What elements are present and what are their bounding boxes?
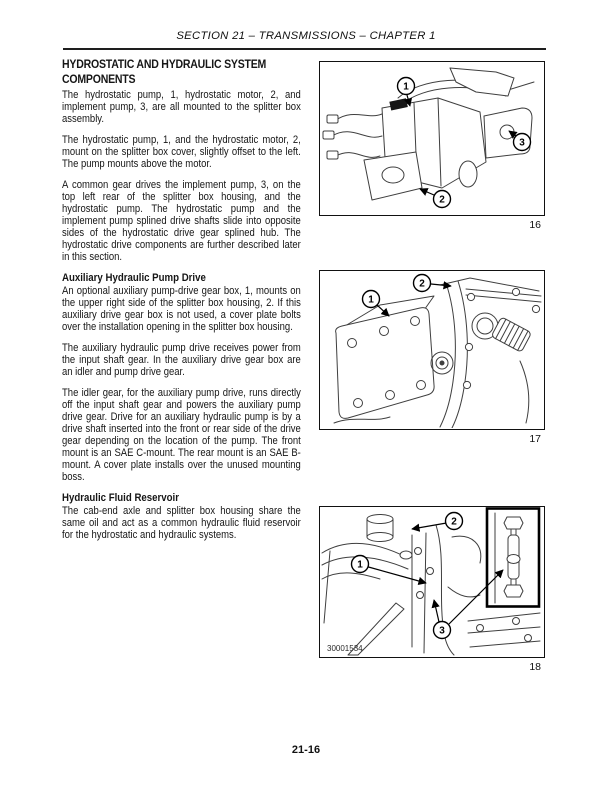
callout-2-label: 2 — [451, 516, 457, 528]
callout-2-label: 2 — [419, 278, 425, 290]
figure-18-illustration — [320, 507, 543, 656]
callout-1-label: 1 — [357, 559, 363, 571]
callout-2-arrow — [412, 523, 447, 529]
paragraph: An optional auxiliary pump-drive gear box, 1, mounts on the upper right side of the splitter box housing, 2. If this auxiliary drive gear box is not used, a cover plate bolts over the installation opening in the splitter box housing. — [62, 285, 301, 333]
page-header-title: SECTION 21 – TRANSMISSIONS – CHAPTER 1 — [176, 30, 436, 42]
paragraph: The hydrostatic pump, 1, and the hydrostatic motor, 2, mount on the splitter box cover, slightly offset to the left. The pump mounts above the motor. — [62, 134, 301, 170]
figure-16-illustration — [320, 62, 543, 214]
callout-2-arrow — [420, 189, 434, 195]
section-heading-hydrostatic-components: HYDROSTATIC AND HYDRAULIC SYSTEM COMPONENTS — [62, 57, 267, 86]
callout-1-label: 1 — [368, 294, 374, 306]
page-header-rule — [63, 48, 546, 50]
figure-16-number: 16 — [529, 219, 541, 231]
callout-3-label: 3 — [519, 137, 525, 149]
paragraph: The cab-end axle and splitter box housing share the same oil and act as a common hydraulic fluid reservoir for the hydrostatic and hydraulic systems. — [62, 505, 301, 541]
paragraph: The hydrostatic pump, 1, hydrostatic motor, 2, and implement pump, 3, are all mounted to the splitter box assembly. — [62, 89, 301, 125]
figure-16 — [319, 61, 545, 231]
footer-page-number: 21-16 — [291, 744, 321, 756]
section-heading-fluid-reservoir: Hydraulic Fluid Reservoir — [62, 492, 180, 504]
paragraph: The auxiliary hydraulic pump drive receives power from the input shaft gear. In the auxiliary drive gear box are an idler and pump drive gear. — [62, 342, 301, 378]
figure-17-frame — [319, 270, 545, 430]
figure-16-frame — [319, 61, 545, 216]
callout-3-label: 3 — [439, 625, 445, 637]
figure-17-number: 17 — [529, 433, 541, 445]
section-heading-aux-pump-drive: Auxiliary Hydraulic Pump Drive — [62, 272, 206, 284]
figure-17-illustration — [320, 271, 543, 428]
figure-18-number: 18 — [529, 661, 541, 673]
text-column — [62, 57, 301, 550]
callout-3-arrow-left — [434, 600, 439, 622]
sight-glass-inset — [487, 509, 539, 607]
figure-18-frame — [319, 506, 545, 658]
paragraph: A common gear drives the implement pump, 3, on the top left rear of the splitter box housing, and the hydrostatic pump. The hydrostatic pump and the implement pump splined drive shafts slide into opposite sides of the hydrostatic drive gear splined hub. The hydrostatic drive components are further described later in this section. — [62, 179, 301, 263]
figure-18 — [319, 506, 545, 673]
paragraph: The idler gear, for the auxiliary pump drive, runs directly off the input shaft gear and powers the auxiliary pump drive gear. Drive for an auxiliary hydraulic pump is by a drive shaft inserted into the front or rear side of the drive gear depending on the location of the pump. The front mount is an SAE C-mount. The rear mount is an SAE B-mount. A cover plate installs over the unused mounting boss. — [62, 387, 301, 483]
callout-1-label: 1 — [403, 81, 409, 93]
photo-code: 30001534 — [327, 644, 363, 653]
callout-1-arrow — [369, 567, 427, 583]
callout-2-label: 2 — [439, 194, 445, 206]
figure-17 — [319, 270, 545, 445]
